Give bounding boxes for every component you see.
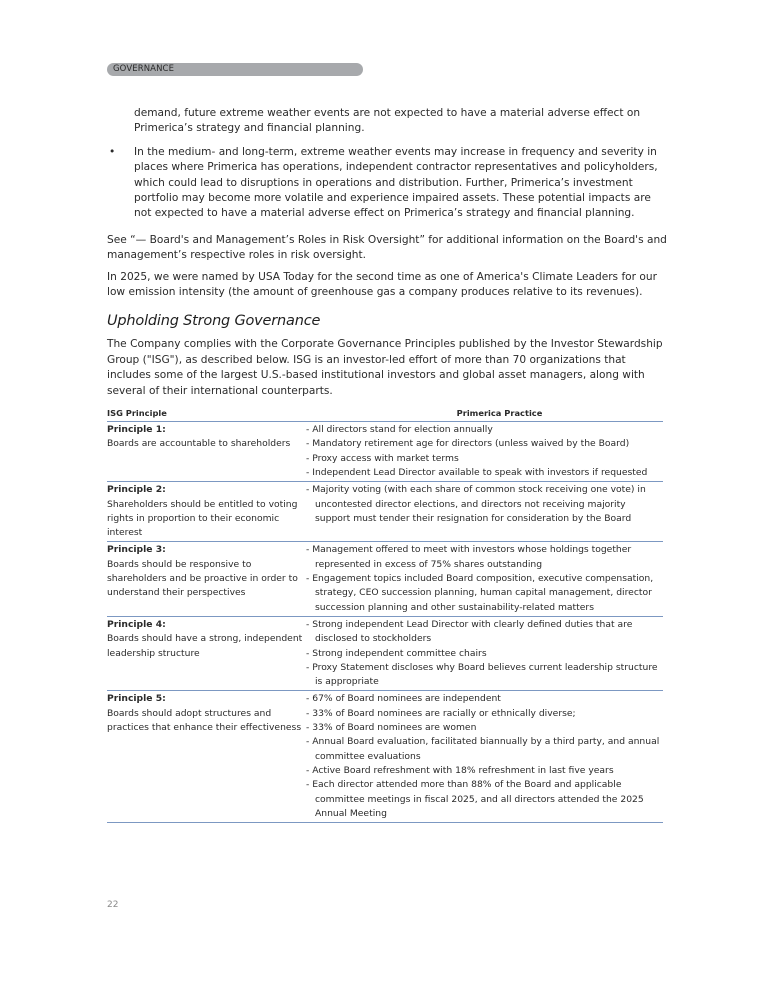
table-row [107,482,663,542]
practice-item: - Proxy Statement discloses why Board believes current leadership structure is appropriate [306,661,658,688]
principle-title: Principle 1: [107,424,166,436]
practice-item: - Annual Board evaluation, facilitated biannually by a third party, and annual committee evaluations [306,736,660,762]
page-content [107,106,667,823]
practice-item: - Management offered to meet with investors whose holdings together represented in excess of 75% shares outstanding [306,544,632,570]
practice-item: - Mandatory retirement age for directors (unless waived by the Board) [306,438,630,450]
principle-title: Principle 3: [107,544,166,556]
bullet-text: In the medium- and long-term, extreme weather events may increase in frequency and severity in places where Primerica has operations, independent contractor representatives and policyholders, which could lead to disruptions in operations and distribution. Further, Primerica’s investment portfolio may become more volatile and experience impaired assets. These potential impacts are not expected to have a material adverse effect on Primerica’s strategy and financial planning. [134,145,658,220]
bullet-item [107,145,667,222]
principle-title: Principle 4: [107,618,166,630]
continued-bullet-text: demand, future extreme weather events are not expected to have a material adverse effect on Primerica’s strategy and financial planning. [134,107,641,135]
bullet-icon: • [109,145,116,158]
principle-cell [107,691,306,823]
table-row [107,422,663,482]
page-number: 22 [107,900,119,910]
principle-title: Principle 5: [107,693,166,705]
practice-item: - Strong independent committee chairs [306,647,487,659]
practice-item: - 33% of Board nominees are racially or ethnically diverse; [306,707,576,719]
practice-cell [306,482,663,542]
column-header-isg-principle: ISG Principle [107,407,306,422]
practice-cell [306,422,663,482]
table-row [107,542,663,616]
practice-cell [306,691,663,823]
principle-cell [107,422,306,482]
principle-cell [107,482,306,542]
climate-leaders-paragraph: In 2025, we were named by USA Today for the second time as one of America's Climate Leaders for our low emission intensity (the amount of greenhouse gas a company produces relative to its revenues). [107,270,657,299]
principle-description: Boards should be responsive to shareholders and be proactive in order to understand their perspectives [107,558,298,599]
table-header-row [107,407,663,422]
practice-item: - All directors stand for election annually [306,424,493,436]
principle-description: Shareholders should be entitled to voting rights in proportion to their economic interest [107,498,298,539]
principle-title: Principle 2: [107,484,166,496]
practice-item: - Proxy access with market terms [306,452,459,464]
practice-item: - 33% of Board nominees are women [306,722,477,734]
principle-description: Boards should adopt structures and practices that enhance their effectiveness [107,707,302,734]
principle-cell [107,542,306,616]
practice-cell [306,616,663,690]
practice-item: - Strong independent Lead Director with clearly defined duties that are disclosed to stockholders [306,618,633,645]
practice-item: - Majority voting (with each share of common stock receiving one vote) in uncontested director elections, and directors not receiving majority support must tender their resignation for consideration by the Board [306,484,646,524]
section-title: GOVERNANCE [113,64,175,74]
principle-description: Boards are accountable to shareholders [107,438,291,450]
practice-item: - 67% of Board nominees are independent [306,693,501,705]
risk-oversight-paragraph: See “— Board's and Management’s Roles in Risk Oversight” for additional information on the Board's and management’s respective roles in risk oversight. [107,233,667,262]
principle-cell [107,616,306,690]
table-row [107,691,663,823]
practice-item: - Engagement topics included Board composition, executive compensation, strategy, CEO succession planning, human capital management, director succession planning and other sustainability-related matters [306,573,654,613]
practice-item: - Independent Lead Director available to speak with investors if requested [306,466,648,478]
isg-paragraph: The Company complies with the Corporate Governance Principles published by the Investor Stewardship Group ("ISG"), as described below. ISG is an investor-led effort of more than 70 organizations that includes some of the largest U.S.-based institutional investors and global asset managers, along with several of their international counterparts. [107,338,663,397]
practice-item: - Active Board refreshment with 18% refreshment in last five years [306,764,614,776]
practice-cell [306,542,663,616]
column-header-primerica-practice: Primerica Practice [306,407,663,422]
section-heading: Upholding Strong Governance [107,313,321,330]
section-header-bar [107,63,363,76]
table-row [107,616,663,690]
practice-item: - Each director attended more than 88% of the Board and applicable committee meetings in fiscal 2025, and all directors attended the 2025 Annual Meeting [306,779,644,819]
principle-description: Boards should have a strong, independent leadership structure [107,633,303,659]
isg-principles-table [107,407,663,823]
